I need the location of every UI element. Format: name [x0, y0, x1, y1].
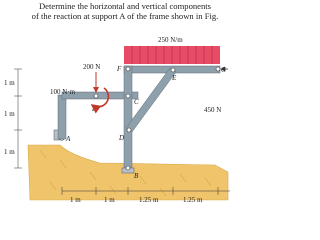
label-d: D [119, 134, 125, 142]
pin-h [94, 94, 98, 98]
label-g: G [221, 66, 227, 74]
member-vertical-left [58, 95, 66, 139]
vertical-dimension [14, 69, 22, 168]
label-b: B [134, 172, 139, 180]
dim-h-3: 1.25 m [139, 196, 159, 204]
dim-h-4: 1.25 m [183, 196, 203, 204]
label-a: A [66, 135, 71, 143]
member-vertical-fb [124, 66, 132, 171]
pin-e [171, 68, 175, 72]
label-e: E [172, 74, 177, 82]
dim-h-1: 1 m [70, 196, 81, 204]
force-200n-label: 200 N [83, 63, 101, 71]
dim-h-2: 1 m [104, 196, 115, 204]
dim-v-2: 1 m [4, 110, 15, 118]
pin-g [216, 67, 220, 71]
pin-d [127, 128, 131, 132]
dim-v-3: 1 m [4, 148, 15, 156]
label-h: H [92, 105, 98, 113]
pin-b [126, 166, 130, 170]
pin-f [126, 67, 130, 71]
moment-label: 100 N·m [50, 88, 76, 96]
distributed-load-label: 250 N/m [158, 36, 183, 44]
force-450n-label: 450 N [204, 106, 222, 114]
problem-line-1: Determine the horizontal and vertical components [38, 1, 212, 11]
problem-line-2: of the reaction at support A of the frame shown in Fig. [31, 11, 219, 21]
pin-c [126, 94, 130, 98]
label-f: F [117, 65, 122, 73]
label-c: C [134, 98, 139, 106]
dim-v-1: 1 m [4, 79, 15, 87]
